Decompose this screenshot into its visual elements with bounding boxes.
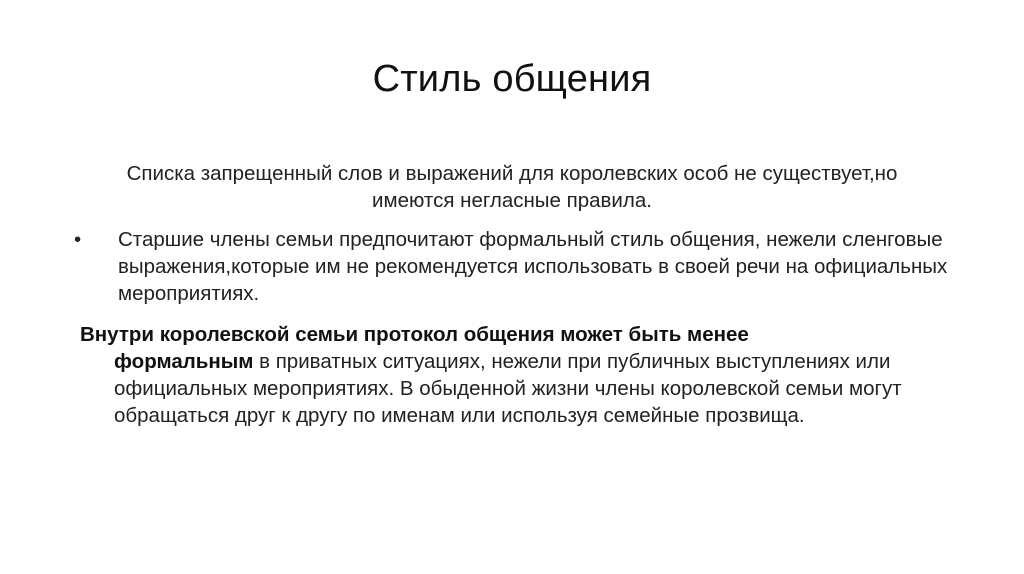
- body-paragraph: [80, 321, 960, 429]
- bullet-mark: •: [74, 228, 82, 251]
- bullet-text: Старшие члены семьи предпочитают формальный стиль общения, нежели сленговые выражения,которые им не рекомендуется использовать в своей речи на официальных мероприятиях.: [118, 228, 948, 305]
- paragraph-bold-word: формальным: [114, 350, 254, 373]
- bullet-item: [74, 226, 954, 307]
- intro-text: Списка запрещенный слов и выражений для королевских особ не существует,но имеются негласные правила.: [126, 162, 898, 212]
- paragraph-rest: выступлениях или официальных мероприятиях. В обыденной жизни члены королевской семьи могут обращаться друг к другу по именам или используя семейные прозвища.: [114, 350, 902, 427]
- paragraph-indented-block: [80, 348, 960, 429]
- slide-title: Стиль общения: [372, 58, 652, 100]
- paragraph-line2-rest: в приватных ситуациях, нежели при публичных: [253, 350, 710, 373]
- paragraph-bold-line1: Внутри королевской семьи протокол общения может быть менее: [80, 323, 749, 346]
